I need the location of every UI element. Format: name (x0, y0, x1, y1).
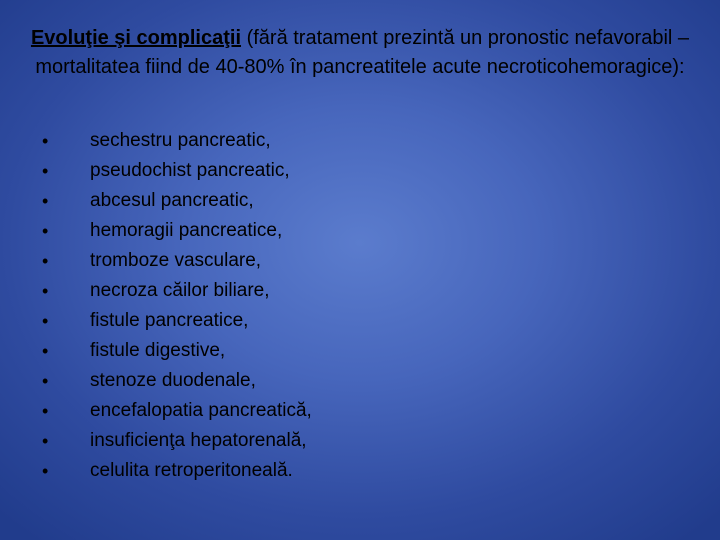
list-item-text: insuficienţa hepatorenală, (90, 430, 307, 451)
bullet-icon: • (42, 281, 49, 301)
list-item (42, 156, 682, 186)
title-rest: (fără tratament prezintă un pronostic nefavorabil – mortalitatea fiind de 40-80% în pancreatitele acute necroticohemoragice): (35, 27, 690, 78)
list-item-text: stenoze duodenale, (90, 370, 256, 391)
list-item (42, 336, 682, 366)
list-item-text: hemoragii pancreatice, (90, 220, 283, 241)
list-item (42, 306, 682, 336)
list-item-text: encefalopatia pancreatică, (90, 400, 312, 421)
list-item-text: sechestru pancreatic, (90, 130, 271, 151)
bullet-icon: • (42, 191, 49, 211)
bullet-icon: • (42, 131, 49, 151)
list-item (42, 246, 682, 276)
bullet-icon: • (42, 311, 49, 331)
slide-title (30, 24, 690, 82)
list-item-text: celulita retroperitoneală. (90, 460, 293, 481)
bullet-icon: • (42, 251, 49, 271)
list-item-text: fistule pancreatice, (90, 310, 249, 331)
list-item (42, 426, 682, 456)
list-item-text: abcesul pancreatic, (90, 190, 254, 211)
list-item-text: tromboze vasculare, (90, 250, 262, 271)
bullet-icon: • (42, 401, 49, 421)
list-item-text: pseudochist pancreatic, (90, 160, 290, 181)
list-item (42, 186, 682, 216)
list-item (42, 396, 682, 426)
bullet-icon: • (42, 221, 49, 241)
list-item (42, 276, 682, 306)
bullet-icon: • (42, 161, 49, 181)
bullet-icon: • (42, 371, 49, 391)
list-item (42, 366, 682, 396)
title-emphasis: Evoluţie şi complicaţii (30, 27, 242, 49)
list-item (42, 216, 682, 246)
list-item-text: fistule digestive, (90, 340, 226, 361)
complications-list (42, 126, 682, 486)
list-item-text: necroza căilor biliare, (90, 280, 270, 301)
bullet-icon: • (42, 431, 49, 451)
bullet-icon: • (42, 341, 49, 361)
list-item (42, 456, 682, 486)
list-item (42, 126, 682, 156)
bullet-icon: • (42, 461, 49, 481)
